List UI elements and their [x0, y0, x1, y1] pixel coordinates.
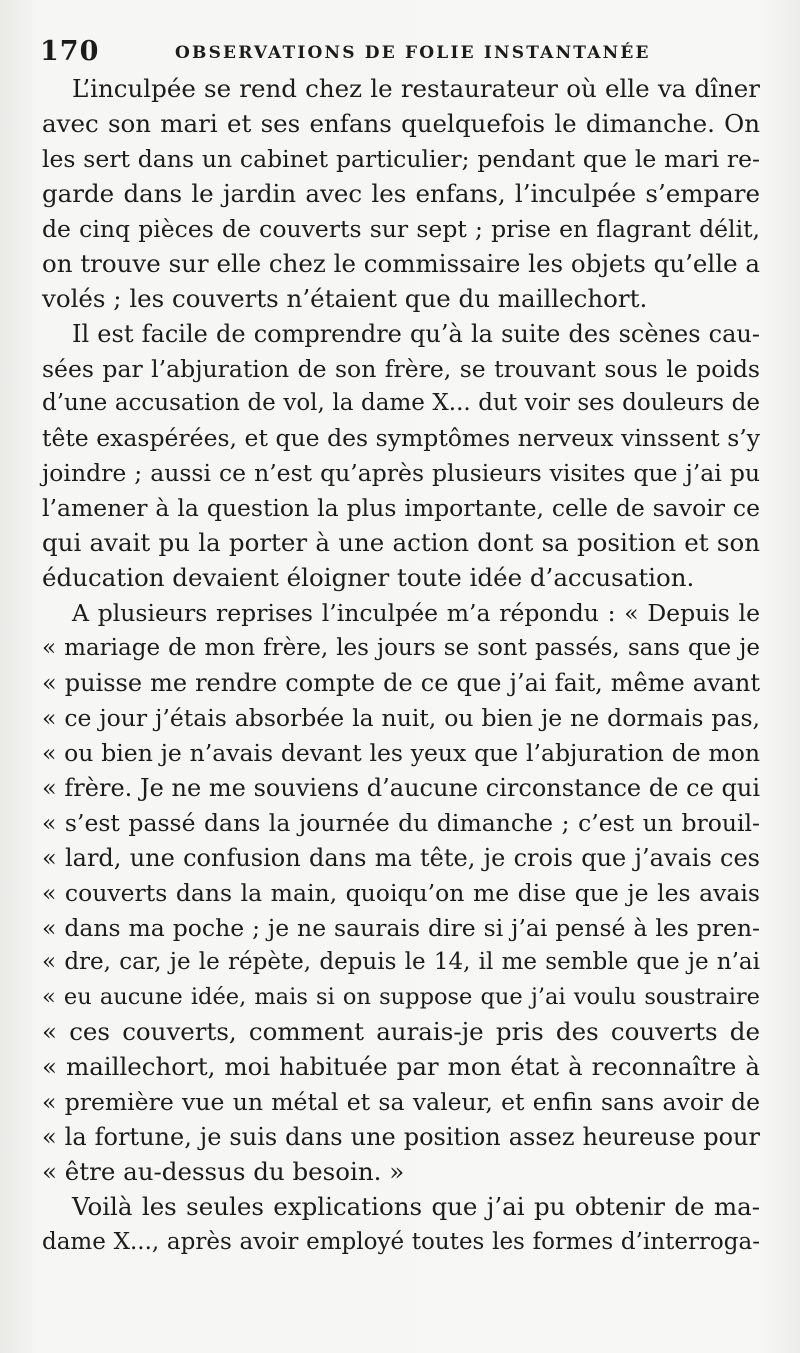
text-line: « la fortune, je suis dans une position assez heureuse pour	[42, 1123, 760, 1152]
text-line: « frère. Je ne me souviens d’aucune circonstance de ce qui	[42, 773, 760, 802]
text-line: garde dans le jardin avec les enfans, l’inculpée s’empare	[42, 178, 760, 208]
text-line: sées par l’abjuration de son frère, se trouvant sous le poids	[42, 354, 760, 383]
text-line: de cinq pièces de couverts sur sept ; prise en flagrant délit,	[42, 214, 760, 243]
text-line: « être au-dessus du besoin. »	[42, 1157, 405, 1187]
text-line: « lard, une confusion dans ma tête, je crois que j’avais ces	[42, 843, 760, 872]
text-line: « ou bien je n’avais devant les yeux que l’abjuration de mon	[42, 738, 760, 767]
text-line: les sert dans un cabinet particulier; pendant que le mari re-	[42, 144, 760, 173]
text-line: « maillechort, moi habituée par mon état à reconnaître à	[42, 1052, 760, 1082]
text-line: Voilà les seules explications que j’ai pu obtenir de ma-	[72, 1192, 760, 1221]
text-line: « couverts dans la main, quoiqu’on me dise que je les avais	[42, 878, 760, 907]
text-line: « dans ma poche ; je ne saurais dire si j’ai pensé à les pren-	[42, 913, 760, 942]
text-line: éducation devaient éloigner toute idée d’accusation.	[42, 563, 695, 593]
text-line: A plusieurs reprises l’inculpée m’a répondu : « Depuis le	[72, 599, 760, 628]
text-line: « mariage de mon frère, les jours se sont passés, sans que je	[42, 635, 760, 661]
text-line: « s’est passé dans la journée du dimanche ; c’est un brouil-	[42, 808, 760, 837]
text-line: on trouve sur elle chez le commissaire les objets qu’elle a	[42, 248, 760, 278]
text-line: joindre ; aussi ce n’est qu’après plusieurs visites que j’ai pu	[42, 459, 760, 488]
text-line: « ce jour j’étais absorbée la nuit, ou bien je ne dormais pas,	[42, 703, 760, 732]
text-line: dame X..., après avoir employé toutes les formes d’interroga-	[42, 1228, 760, 1255]
text-line: volés ; les couverts n’étaient que du maillechort.	[42, 283, 648, 313]
text-line: « dre, car, je le répète, depuis le 14, il me semble que je n’ai	[42, 949, 760, 976]
text-line: « première vue un métal et sa valeur, et enfin sans avoir de	[42, 1088, 760, 1117]
body-text	[42, 72, 760, 1260]
text-line: d’une accusation de vol, la dame X... dut voir ses douleurs de	[42, 390, 760, 417]
text-line: l’amener à la question la plus importante, celle de savoir ce	[42, 494, 760, 523]
page-header	[40, 36, 760, 70]
running-title: OBSERVATIONS DE FOLIE INSTANTANÉE	[175, 43, 651, 63]
text-line: Il est facile de comprendre qu’à la suite des scènes cau-	[72, 319, 760, 348]
text-line: « ces couverts, comment aurais-je pris des couverts de	[42, 1017, 760, 1047]
text-line: « puisse me rendre compte de ce que j’ai fait, même avant	[42, 668, 760, 697]
text-line: avec son mari et ses enfans quelquefois le dimanche. On	[42, 108, 760, 138]
text-line: tête exaspérées, et que des symptômes nerveux vinssent s’y	[42, 424, 760, 453]
text-line: « eu aucune idée, mais si on suppose que j’ai voulu soustraire	[42, 984, 760, 1011]
text-line: qui avait pu la porter à une action dont sa position et son	[42, 528, 760, 558]
page-number: 170	[40, 36, 100, 67]
text-line: L’inculpée se rend chez le restaurateur où elle va dîner	[72, 74, 760, 103]
